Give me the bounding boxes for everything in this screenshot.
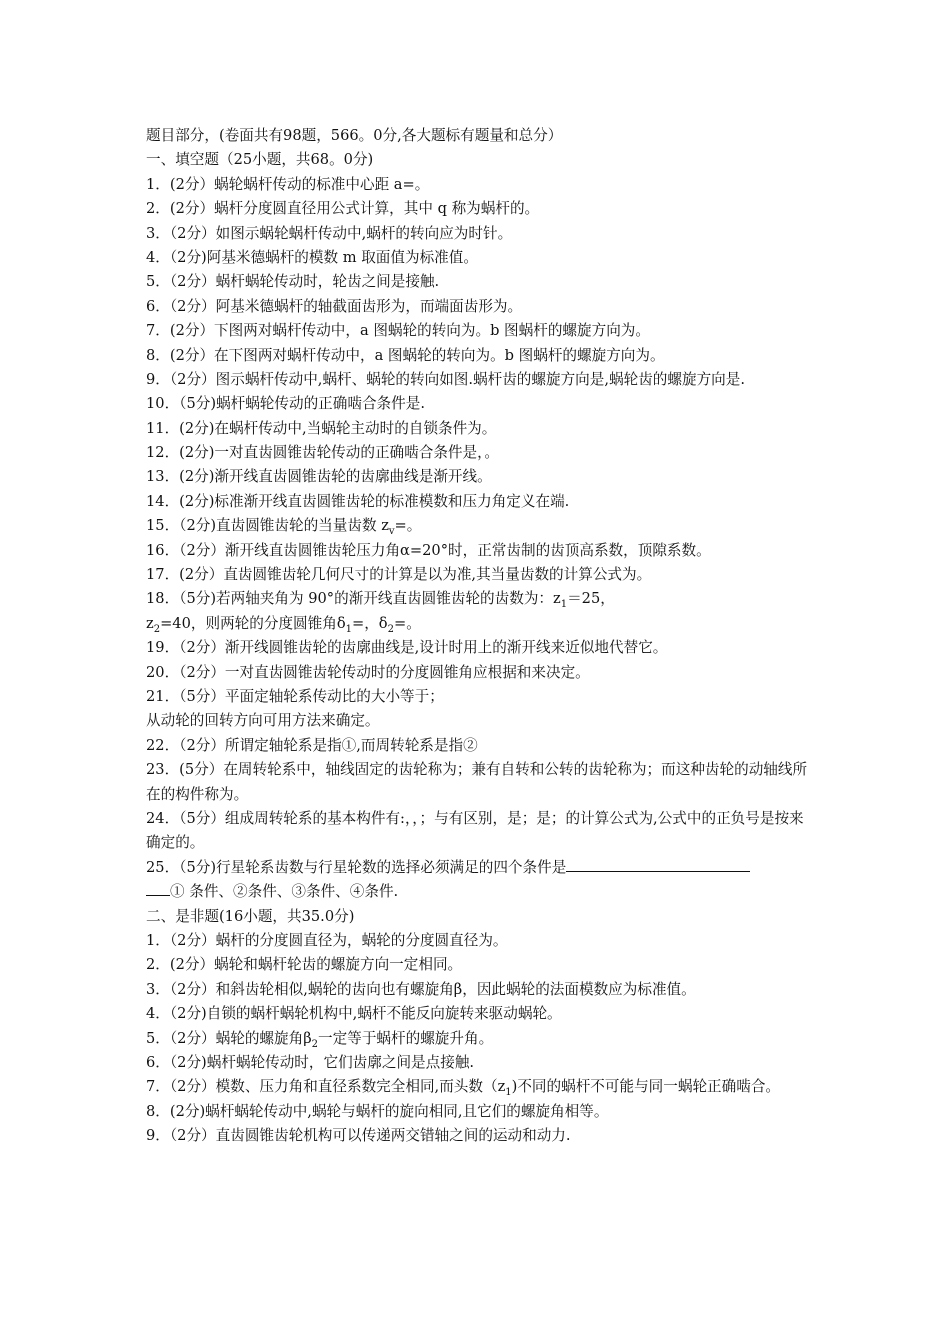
question-item: 22．（2分）所谓定轴轮系是指①,而周转轮系是指②: [146, 736, 478, 754]
question-item: 9．（2分）直齿圆锥齿轮机构可以传递两交错轴之间的运动和动力.: [146, 1127, 571, 1145]
section-title-fill-in: 一、填空题（25小题，共68。0分): [146, 151, 374, 169]
question-item: 15．（2分)直齿圆锥齿轮的当量齿数 $z_v=$。: [146, 517, 422, 538]
answer-blank: [146, 881, 170, 896]
document-header: 题目部分，(卷面共有98题，566。0分,各大题标有题量和总分）: [146, 127, 563, 144]
question-item: 6．（2分)蜗杆蜗轮传动时，它们齿廓之间是点接触.: [146, 1053, 475, 1071]
question-item: 1．（2分）蜗杆的分度圆直径为，蜗轮的分度圆直径为。: [146, 931, 508, 949]
question-item: 23．(5分）在周转轮系中，轴线固定的齿轮称为；兼有自转和公转的齿轮称为；而这种齿轮的动轴线所在的构件称为。: [146, 761, 808, 803]
question-item-continued: $z_2=40$，则两轮的分度圆锥角$\delta_1=$，$\delta_2=$。: [146, 614, 421, 635]
question-item: 16．（2分）渐开线直齿圆锥齿轮压力角α=20°时，正常齿制的齿顶高系数，顶隙系数。: [146, 541, 711, 559]
question-item: 21．（5分）平面定轴轮系传动比的大小等于；: [146, 688, 444, 705]
question-item: 8．(2分)蜗杆蜗轮传动中,蜗轮与蜗杆的旋向相同,且它们的螺旋角相等。: [146, 1102, 609, 1120]
question-item: 12．(2分)一对直齿圆锥齿轮传动的正确啮合条件是，。: [146, 444, 500, 462]
question-item: 9．（2分）图示蜗杆传动中,蜗杆、蜗轮的转向如图.蜗杆齿的螺旋方向是,蜗轮齿的螺旋方向是.: [146, 370, 745, 388]
question-item: 7．(2分）下图两对蜗杆传动中，a 图蜗轮的转向为。b 图蜗杆的螺旋方向为。: [146, 322, 650, 340]
question-item: 5．（2分）蜗轮的螺旋角$\beta_2$一定等于蜗杆的螺旋升角。: [146, 1029, 494, 1050]
question-item: 18．（5分)若两轴夹角为 90°的渐开线直齿圆锥齿轮的齿数为：$z_1=25$，: [146, 590, 615, 611]
question-item: 14．(2分)标准渐开线直齿圆锥齿轮的标准模数和压力角定义在端.: [146, 492, 570, 510]
question-item: 6．（2分）阿基米德蜗杆的轴截面齿形为，而端面齿形为。: [146, 297, 523, 315]
answer-blank: [566, 857, 750, 872]
question-item: 10．（5分)蜗杆蜗轮传动的正确啮合条件是.: [146, 395, 425, 413]
question-item: 24．（5分）组成周转轮系的基本构件有:，，；与有区别，是；是；的计算公式为,公式中的正负号是按来确定的。: [146, 809, 804, 852]
question-item: 8．(2分）在下图两对蜗杆传动中，a 图蜗轮的转向为。b 图蜗杆的螺旋方向为。: [146, 346, 665, 364]
question-item: 13．(2分)渐开线直齿圆锥齿轮的齿廓曲线是渐开线。: [146, 468, 492, 486]
question-item: 4．（2分)阿基米德蜗杆的模数 m 取面值为标准值。: [146, 248, 478, 266]
question-item: 4．（2分)自锁的蜗杆蜗轮机构中,蜗杆不能反向旋转来驱动蜗轮。: [146, 1005, 562, 1023]
question-item: 3．（2分）如图示蜗轮蜗杆传动中,蜗杆的转向应为时针。: [146, 224, 513, 242]
question-item: 2．(2分）蜗轮和蜗杆轮齿的螺旋方向一定相同。: [146, 956, 463, 974]
document-body: [146, 124, 810, 1149]
section-title-true-false: 二、是非题(16小题，共35.0分): [146, 907, 355, 925]
question-item: 11．(2分)在蜗杆传动中,当蜗轮主动时的自锁条件为。: [146, 419, 497, 437]
question-item-continued: 从动轮的回转方向可用方法来确定。: [146, 712, 380, 730]
question-item: 19．（2分）渐开线圆锥齿轮的齿廓曲线是,设计时用上的渐开线来近似地代替它。: [146, 639, 668, 657]
question-item: 2．(2分）蜗杆分度圆直径用公式计算，其中 q 称为蜗杆的。: [146, 200, 540, 218]
question-item: 1．(2分）蜗轮蜗杆传动的标准中心距 a=。: [146, 175, 430, 193]
question-item: 17．(2分）直齿圆锥齿轮几何尺寸的计算是以为准,其当量齿数的计算公式为。: [146, 566, 652, 584]
question-item: 20．（2分）一对直齿圆锥齿轮传动时的分度圆锥角应根据和来决定。: [146, 663, 590, 681]
question-item: 5．（2分）蜗杆蜗轮传动时，轮齿之间是接触.: [146, 273, 440, 291]
question-item: 3．（2分）和斜齿轮相似,蜗轮的齿向也有螺旋角β，因此蜗轮的法面模数应为标准值。: [146, 980, 696, 998]
question-item: 25．（5分)行星轮系齿数与行星轮数的选择必须满足的四个条件是: [146, 856, 810, 880]
question-item: 7．（2分）模数、压力角和直径系数完全相同,而头数$(z_1)$不同的蜗杆不可能与同一蜗轮正确啮合。: [146, 1078, 781, 1099]
question-item-continued: ① 条件、②条件、③条件、④条件.: [146, 880, 810, 904]
